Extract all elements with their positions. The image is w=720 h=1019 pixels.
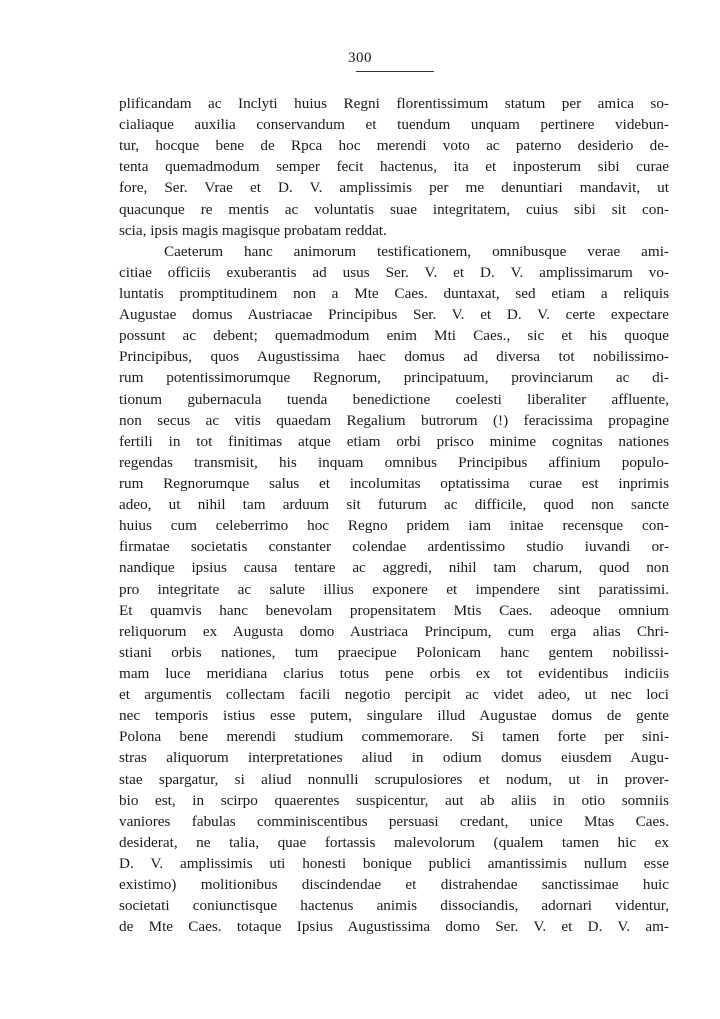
text-line: societati coniunctisque hactenus animis dissociandis, adornari videntur, — [119, 897, 669, 915]
text-line: Polona bene merendi studium commemorare. Si tamen forte per sini- — [119, 728, 669, 746]
text-line: reliquorum ex Augusta domo Austriaca Principum, cum erga alias Chri- — [119, 622, 669, 640]
text-line: quacunque re mentis ac voluntatis suae integritatem, cuius sibi sit con- — [119, 200, 669, 218]
text-line: huius cum celeberrimo hoc Regno pridem iam initae recensque con- — [119, 517, 669, 535]
text-line: Augustae domus Austriacae Principibus Ser. V. et D. V. certe expectare — [119, 306, 669, 324]
page-number: 300 — [348, 50, 372, 66]
text-line: regendas transmisit, his inquam omnibus Principibus affinium populo- — [119, 453, 669, 471]
text-line: bio est, in scirpo quaerentes suspicentur, aut ab aliis in otio somniis — [119, 791, 669, 809]
text-line: Principibus, quos Augustissima haec domus ad diversa tot nobilissimo- — [119, 348, 669, 366]
text-line: mam luce meridiana clarius totus pene orbis ex tot evidentibus indiciis — [119, 664, 669, 682]
text-line: stras aliquorum interpretationes aliud in odium domus eiusdem Augu- — [119, 749, 669, 767]
text-line: pro integritate ac salute illius exponere et impendere sint paratissimi. — [119, 580, 669, 598]
text-line-paragraph-start: Caeterum hanc animorum testificationem, omnibusque verae ami- — [164, 242, 669, 260]
text-line: Et quamvis hanc benevolam propensitatem Mtis Caes. adeoque omnium — [119, 601, 669, 619]
text-line: fertili in tot finitimas atque etiam orbi prisco minime cognitas nationes — [119, 432, 669, 450]
text-line: nandique ipsius causa tentare ac aggredi, nihil tam charum, quod non — [119, 559, 669, 577]
text-line: stiani orbis nationes, tum praecipue Polonicam hanc gentem nobilissi- — [119, 643, 669, 661]
page-number-rule — [356, 71, 434, 72]
text-line: vaniores fabulas comminiscentibus persuasi credant, unice Mtas Caes. — [119, 812, 669, 830]
text-line: desiderat, ne talia, quae fortassis malevolorum (qualem tamen hic ex — [119, 833, 669, 851]
text-line: rum Regnorumque salus et incolumitas optatissima curae est inprimis — [119, 474, 669, 492]
text-line: tenta quemadmodum semper fecit hactenus, ita et inposterum sibi curae — [119, 158, 669, 176]
body-text — [119, 93, 669, 937]
text-line: existimo) molitionibus discindendae et distrahendae sanctissimae huic — [119, 876, 669, 894]
text-line: possunt ac debent; quemadmodum enim Mti Caes., sic et his quoque — [119, 327, 669, 345]
text-line: stae spargatur, si aliud nonnulli scrupulosiores et nodum, ut in prover- — [119, 770, 669, 788]
text-line: et argumentis collectam facili negotio percipit ac videt adeo, ut nec loci — [119, 686, 669, 704]
text-line: non secus ac vitis quaedam Regalium butrorum (!) feracissima propagine — [119, 411, 669, 429]
text-line: tur, hocque bene de Rpca hoc merendi voto ac paterno desiderio de- — [119, 137, 669, 155]
text-line: luntatis promptitudinem non a Mte Caes. duntaxat, sed etiam a reliquis — [119, 284, 669, 302]
text-line: plificandam ac Inclyti huius Regni florentissimum statum per amica so- — [119, 95, 669, 112]
text-line: adeo, ut nihil tam arduum sit futurum ac difficile, quod non sancte — [119, 496, 669, 514]
text-line: citiae officiis exuberantis ad usus Ser. V. et D. V. amplissimarum vo- — [119, 263, 669, 281]
text-line: D. V. amplissimis uti honesti bonique publici amantissimis nullum esse — [119, 854, 669, 872]
text-line: firmatae societatis constanter colendae ardentissimo studio iuvandi or- — [119, 538, 669, 556]
text-line: fore, Ser. Vrae et D. V. amplissimis per me denuntiari mandavit, ut — [119, 179, 669, 197]
text-line: rum potentissimorumque Regnorum, principatuum, provinciarum ac di- — [119, 369, 669, 387]
text-line: tionum gubernacula tuenda benedictione coelesti liberaliter affluente, — [119, 390, 669, 408]
text-line: nec temporis istius esse putem, singulare illud Augustae domus de gente — [119, 707, 669, 725]
text-line: scia, ipsis magis magisque probatam reddat. — [119, 221, 387, 239]
text-line: cialiaque auxilia conservandum et tuendum unquam pertinere videbun- — [119, 116, 669, 134]
text-line: de Mte Caes. totaque Ipsius Augustissima domo Ser. V. et D. V. am- — [119, 918, 669, 936]
